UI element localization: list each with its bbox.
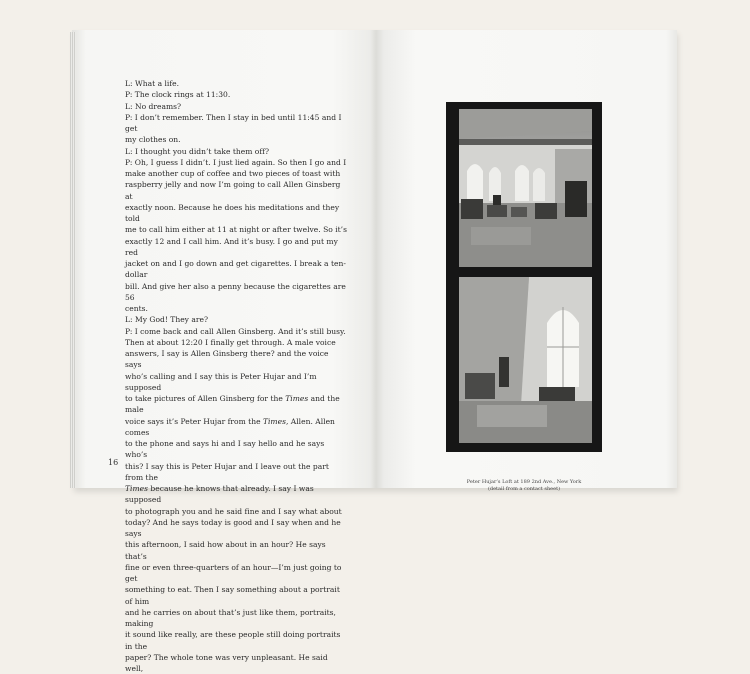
loft-photo-top bbox=[459, 109, 592, 267]
text-line: something to eat. Then I say something about a portrait of him bbox=[125, 585, 340, 606]
newspaper-title: Times bbox=[262, 416, 286, 426]
text-line: and he carries on about that’s just like them, portraits, making bbox=[125, 607, 336, 628]
caption-line: Peter Hujar’s Loft at 189 2nd Ave., New York bbox=[466, 479, 582, 485]
text-line: to photograph you and he said fine and I say what about bbox=[125, 506, 342, 516]
text-line: L: No dreams? bbox=[125, 101, 182, 111]
text-line: L: I thought you didn’t take them off? bbox=[125, 146, 270, 156]
contact-sheet-strip bbox=[446, 102, 602, 452]
text-line: to the phone and says hi and I say hello and he says who’s bbox=[125, 439, 325, 460]
text-line: L: My God! They are? bbox=[125, 315, 209, 325]
text-line: this? I say this is Peter Hujar and I leave out the part from the bbox=[125, 461, 329, 482]
photo-caption bbox=[446, 479, 602, 493]
text-line: P: Oh, I guess I didn’t. I just lied again. So then I go and I bbox=[125, 157, 347, 167]
text-line: raspberry jelly and now I’m going to call Allen Ginsberg at bbox=[125, 180, 341, 201]
text-line: P: I don’t remember. Then I stay in bed until 11:45 and I get bbox=[125, 112, 342, 133]
text-line: to take pictures of Allen Ginsberg for the Times and the male bbox=[125, 394, 340, 415]
text-line: my clothes on. bbox=[125, 135, 181, 145]
text-line: me to call him either at 11 at night or after twelve. So it’s bbox=[125, 225, 347, 235]
text-line: it sound like really, are these people still doing portraits in the bbox=[125, 630, 341, 651]
text-line: Then at about 12:20 I finally get through. A male voice bbox=[125, 337, 336, 347]
text-line: answers, I say is Allen Ginsberg there? and the voice says bbox=[125, 349, 329, 370]
text-line: jacket on and I go down and get cigarettes. I break a ten-dollar bbox=[125, 259, 346, 280]
page-edges bbox=[70, 32, 76, 488]
text-line: exactly noon. Because he does his meditations and they told bbox=[125, 202, 340, 223]
caption-line: (detail from a contact sheet) bbox=[487, 486, 561, 492]
newspaper-title: Times bbox=[285, 394, 309, 403]
text-line: P: I come back and call Allen Ginsberg. And it’s still busy. bbox=[125, 326, 346, 336]
text-line: cents. bbox=[125, 304, 148, 313]
open-book bbox=[72, 30, 677, 673]
text-line: voice says it’s Peter Hujar from the Times, Allen. Allen comes bbox=[125, 416, 335, 437]
text-line: Times because he knows that already. I say I was supposed bbox=[125, 484, 314, 505]
text-line: L: What a life. bbox=[125, 79, 180, 88]
text-line: paper? The whole tone was very unpleasant. He said well, bbox=[125, 652, 328, 673]
newspaper-title: Times bbox=[125, 484, 148, 493]
loft-photo-bottom bbox=[459, 277, 592, 443]
text-line: exactly 12 and I call him. And it’s busy. I go and put my red bbox=[125, 236, 338, 257]
text-line: this afternoon, I said how about in an hour? He says that’s bbox=[125, 540, 326, 561]
text-line: fine or even three-quarters of an hour—I’m just going to get bbox=[125, 562, 342, 583]
page-number: 16 bbox=[108, 458, 119, 467]
left-page bbox=[72, 30, 377, 673]
text-line: P: The clock rings at 11:30. bbox=[125, 90, 231, 100]
interview-text bbox=[125, 78, 347, 674]
right-page bbox=[376, 30, 677, 492]
text-line: today? And he says today is good and I say when and he says bbox=[125, 517, 341, 538]
text-line: who’s calling and I say this is Peter Hujar and I’m supposed bbox=[125, 371, 317, 392]
text-line: bill. And give her also a penny because the cigarettes are 56 bbox=[125, 281, 346, 302]
text-line: make another cup of coffee and two pieces of toast with bbox=[125, 169, 341, 178]
